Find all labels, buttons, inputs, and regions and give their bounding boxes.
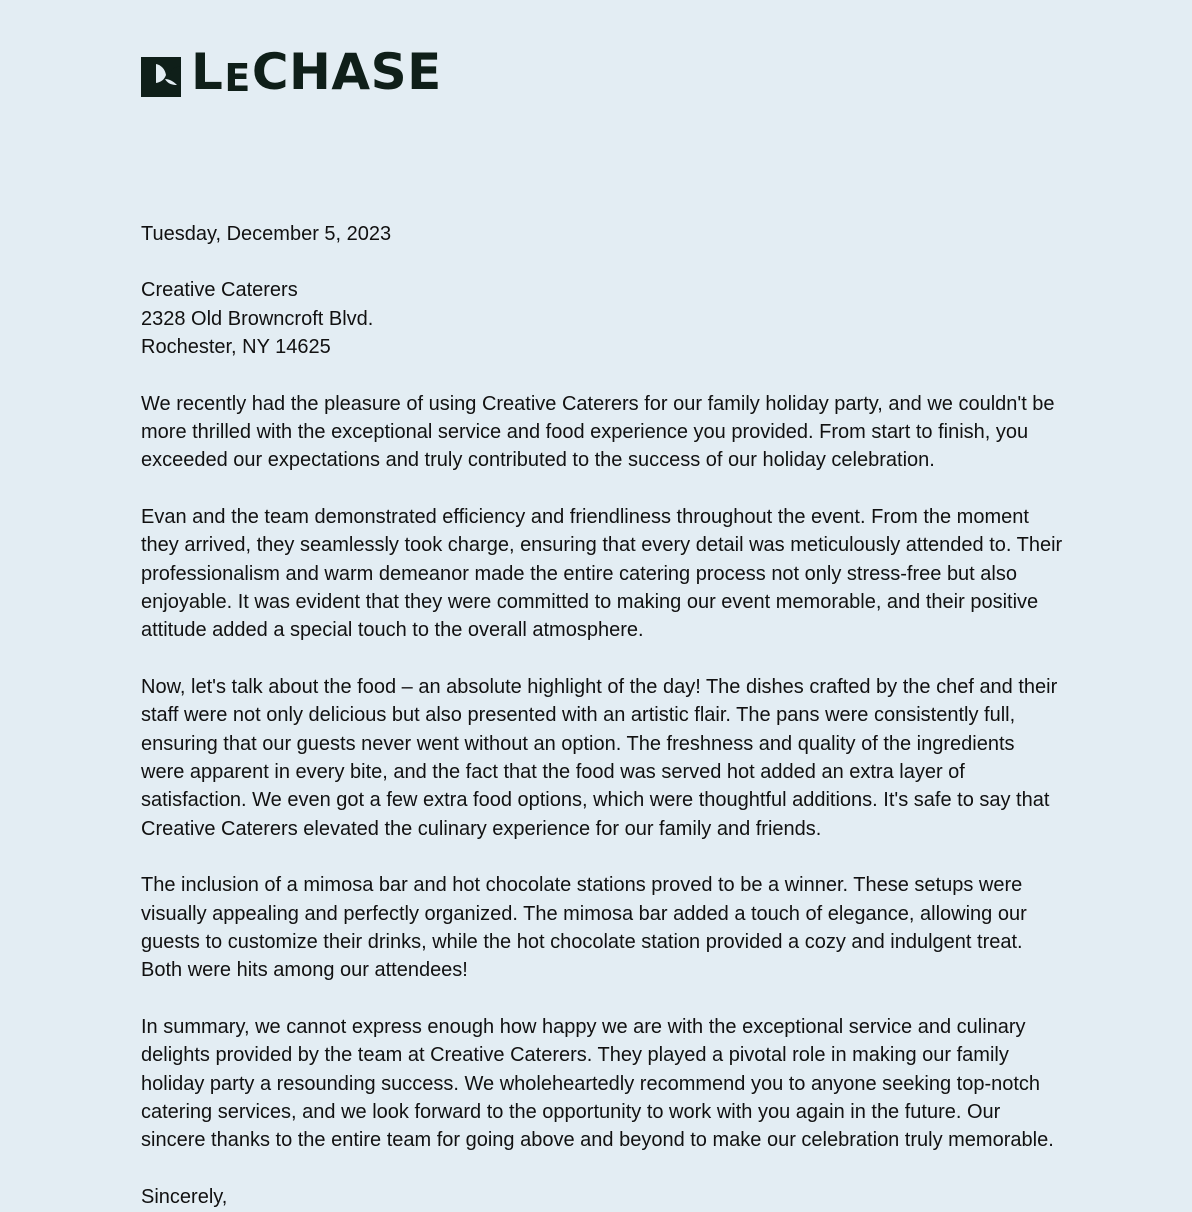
paragraph-line: Both were hits among our attendees! (141, 959, 468, 982)
paragraph-line: staff were not only delicious but also presented with an artistic flair. The pans were consistently full, (141, 704, 1016, 727)
recipient-street: 2328 Old Browncroft Blvd. (141, 307, 374, 330)
recipient-address (141, 276, 1071, 361)
paragraph-line: were apparent in every bite, and the fact that the food was served hot added an extra layer of (141, 760, 965, 783)
paragraph-line: ensuring that our guests never went without an option. The freshness and quality of the ingredients (141, 732, 1015, 755)
paragraph-line: The inclusion of a mimosa bar and hot chocolate stations proved to be a winner. These setups were (141, 874, 1023, 897)
letter-date: Tuesday, December 5, 2023 (141, 223, 392, 245)
recipient-city: Rochester, NY 14625 (141, 335, 331, 358)
paragraph-line: sincere thanks to the entire team for going above and beyond to make our celebration truly memorable. (141, 1129, 1054, 1152)
paragraph-line: We recently had the pleasure of using Creative Caterers for our family holiday party, and we couldn't be (141, 392, 1055, 415)
paragraph-line: satisfaction. We even got a few extra food options, which were thoughtful additions. It's safe to say that (141, 789, 1050, 812)
paragraph-gap (141, 361, 1071, 390)
paragraph-line: delights provided by the team at Creative Caterers. They played a pivotal role in making our family (141, 1044, 1009, 1067)
paragraph-line: In summary, we cannot express enough how happy we are with the exceptional service and culinary (141, 1016, 1026, 1039)
paragraph-gap (141, 985, 1071, 1014)
paragraph-line: attitude added a special touch to the overall atmosphere. (141, 619, 644, 642)
paragraph-line: professionalism and warm demeanor made the entire catering process not only stress-free but also (141, 562, 1017, 585)
recipient-name: Creative Caterers (141, 279, 298, 302)
paragraph-3 (141, 673, 1071, 843)
paragraph-line: holiday party a resounding success. We wholeheartedly recommend you to anyone seeking top-notch (141, 1072, 1041, 1095)
logo-letter-l: L (191, 43, 224, 101)
paragraph-line: guests to customize their drinks, while the hot chocolate station provided a cozy and indulgent treat. (141, 930, 1023, 953)
paragraph-4 (141, 871, 1071, 984)
logo-letter-e: E (224, 56, 251, 100)
paragraph-5 (141, 1013, 1071, 1154)
paragraph-line: enjoyable. It was evident that they were committed to making our event memorable, and their positive (141, 590, 1039, 613)
paragraph-gap (141, 843, 1071, 872)
paragraph-1 (141, 390, 1071, 475)
logo-mark-icon (141, 57, 181, 97)
paragraph-line: they arrived, they seamlessly took charge, ensuring that every detail was meticulously attended to. Their (141, 534, 1063, 557)
paragraph-gap (141, 475, 1071, 504)
company-logo (141, 43, 442, 101)
logo-wordmark (191, 43, 442, 101)
paragraph-line: Now, let's talk about the food – an absolute highlight of the day! The dishes crafted by the chef and their (141, 676, 1058, 699)
paragraph-2 (141, 503, 1071, 644)
letter-body (141, 220, 1071, 1211)
paragraph-line: catering services, and we look forward to the opportunity to work with you again in the future. Our (141, 1100, 1001, 1123)
paragraph-line: exceeded our expectations and truly contributed to the success of our holiday celebration. (141, 449, 935, 472)
paragraph-line: visually appealing and perfectly organized. The mimosa bar added a touch of elegance, allowing our (141, 902, 1027, 925)
logo-letters-chase: CHASE (251, 43, 442, 101)
letter-closing: Sincerely, (141, 1185, 228, 1208)
paragraph-line: Creative Caterers elevated the culinary experience for our family and friends. (141, 817, 822, 840)
paragraph-line: more thrilled with the exceptional service and food experience you provided. From start to finish, you (141, 420, 1029, 443)
paragraph-gap (141, 645, 1071, 674)
paragraph-line: Evan and the team demonstrated efficiency and friendliness throughout the event. From the moment (141, 506, 1029, 529)
